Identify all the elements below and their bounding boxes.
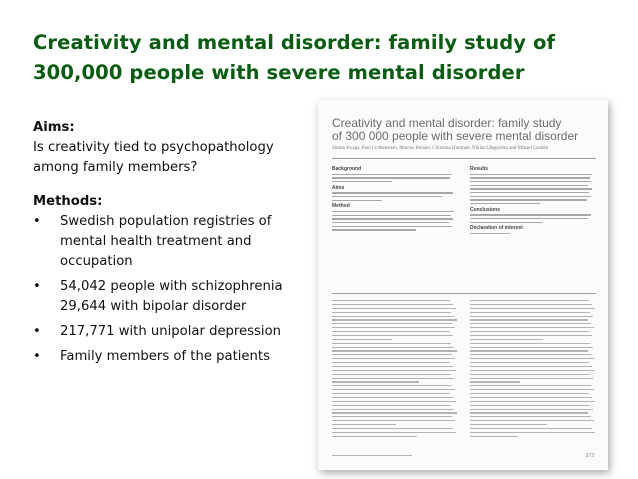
paper-body-column-right [470, 300, 596, 440]
abstract-section-heading: Method [332, 203, 350, 210]
paper-text-line [470, 374, 590, 375]
bullet-4-line-1: Family members of the patients [60, 349, 270, 364]
paper-text-line [470, 416, 591, 417]
paper-text-line [470, 308, 595, 309]
paper-text-line [332, 362, 450, 363]
paper-text-line [470, 385, 591, 386]
paper-text-line [332, 339, 392, 340]
bullet-1-line-1: Swedish population registries of [60, 214, 272, 229]
methods-heading: Methods: [33, 194, 103, 209]
paper-text-line [470, 381, 520, 382]
paper-text-line [470, 389, 594, 390]
paper-text-line [470, 327, 594, 328]
paper-text-line [332, 416, 452, 417]
paper-text-line [470, 409, 593, 410]
paper-text-line [332, 354, 452, 355]
paper-text-line [332, 385, 452, 386]
aims-text [33, 138, 315, 178]
abstract-section-heading: Conclusions [470, 206, 501, 213]
paper-title-line-2: of 300 000 people with severe mental disorder [332, 129, 579, 143]
paper-text-line [332, 358, 455, 359]
paper-text-line [332, 316, 454, 317]
paper-text-line [332, 304, 453, 305]
bullet-1-line-3: occupation [60, 254, 133, 269]
aims-text-line-1: Is creativity tied to psychopathology [33, 140, 274, 155]
paper-text-line [332, 370, 456, 371]
aims-text-line-2: among family members? [33, 160, 198, 175]
paper-body-column-left [332, 300, 458, 440]
bullet-2-line-1: 54,042 people with schizophrenia [60, 279, 283, 294]
paper-text-line [470, 401, 595, 402]
paper-text-line [332, 389, 455, 390]
paper-footnote [332, 455, 412, 456]
methods-bullet-1 [33, 212, 315, 272]
paper-text-line [332, 350, 457, 351]
paper-text-line [332, 420, 455, 421]
paper-text-line [332, 432, 456, 433]
abstract-section-heading: Declaration of interest [470, 225, 523, 232]
paper-text-line [332, 343, 451, 344]
paper-text-line [470, 312, 590, 313]
bullet-3-line-1: 217,771 with unipolar depression [60, 324, 282, 339]
methods-bullet-3 [33, 322, 315, 342]
bullet-glyph: • [33, 324, 41, 339]
paper-text-line [470, 358, 594, 359]
bullet-1-line-2: mental health treatment and [60, 234, 252, 249]
abstract-section-heading: Aims [332, 184, 345, 191]
paper-text-line [470, 366, 592, 367]
paper-text-line [332, 323, 452, 324]
paper-text-line [470, 370, 595, 371]
paper-text-line [332, 393, 450, 394]
abstract-section-heading: Results [470, 166, 489, 172]
slide-title-line-2: 300,000 people with severe mental disorder [33, 61, 525, 84]
paper-title [332, 117, 597, 143]
paper-text-line [332, 347, 454, 348]
paper-title-line-1: Creativity and mental disorder: family study [332, 116, 562, 130]
paper-text-line [470, 304, 592, 305]
paper-text-line [470, 405, 590, 406]
paper-text-line [332, 335, 453, 336]
methods-bullet-2 [33, 277, 315, 317]
paper-text-line [332, 428, 453, 429]
paper-text-line [332, 436, 417, 437]
paper-text-line [470, 331, 589, 332]
paper-text-line [470, 347, 593, 348]
paper-text-line [332, 374, 451, 375]
methods-bullet-4 [33, 347, 315, 367]
bullet-glyph: • [33, 214, 41, 229]
paper-text-line [470, 316, 593, 317]
paper-text-line [470, 428, 592, 429]
paper-text-line [470, 393, 589, 394]
paper-text-line [470, 339, 543, 340]
slide-title-line-1: Creativity and mental disorder: family study of [33, 31, 556, 54]
paper-text-line [470, 335, 592, 336]
paper-text-line [470, 343, 590, 344]
abstract-column-right [470, 164, 594, 237]
methods-list [33, 212, 315, 367]
paper-text-line [470, 319, 588, 320]
paper-thumbnail [318, 100, 608, 470]
paper-text-line [332, 319, 457, 320]
paper-text-line [332, 366, 453, 367]
paper-text-line [470, 397, 592, 398]
paper-text-line [332, 300, 450, 301]
paper-text-line [332, 378, 454, 379]
paper-text-line [470, 350, 588, 351]
paper-text-line [332, 409, 454, 410]
abstract-column-left [332, 164, 456, 233]
paper-text-line [470, 300, 589, 301]
paper-body-text [332, 300, 596, 450]
paper-text-line [332, 331, 450, 332]
paper-text-line [470, 412, 588, 413]
bullet-glyph: • [33, 349, 41, 364]
aims-heading: Aims: [33, 120, 75, 135]
paper-text-line [332, 308, 456, 309]
paper-page-number: 373 [585, 453, 594, 459]
paper-text-line [470, 323, 591, 324]
paper-text-line [332, 327, 455, 328]
paper-text-line [332, 405, 451, 406]
paper-abstract [332, 158, 596, 294]
bullet-2-line-2: 29,644 with bipolar disorder [60, 299, 247, 314]
paper-text-line [470, 362, 589, 363]
paper-text-line [470, 420, 594, 421]
paper-text-line [470, 432, 595, 433]
paper-text-line [332, 381, 419, 382]
paper-text-line [332, 312, 451, 313]
paper-authors: Simon Kyaga, Paul Lichtenstein, Marcus Boman, Christina Hultman, Niklas Långström and Mikael Landén [332, 146, 549, 151]
abstract-section-heading: Background [332, 166, 362, 172]
paper-text-line [470, 378, 593, 379]
paper-text-line [332, 412, 457, 413]
paper-text-line [470, 354, 591, 355]
slide-title [33, 28, 613, 88]
paper-text-line [470, 436, 518, 437]
bullet-glyph: • [33, 279, 41, 294]
paper-text-line [332, 424, 396, 425]
slide-body [33, 118, 315, 372]
paper-text-line [332, 401, 456, 402]
paper-text-line [470, 424, 547, 425]
paper-text-line [332, 397, 453, 398]
